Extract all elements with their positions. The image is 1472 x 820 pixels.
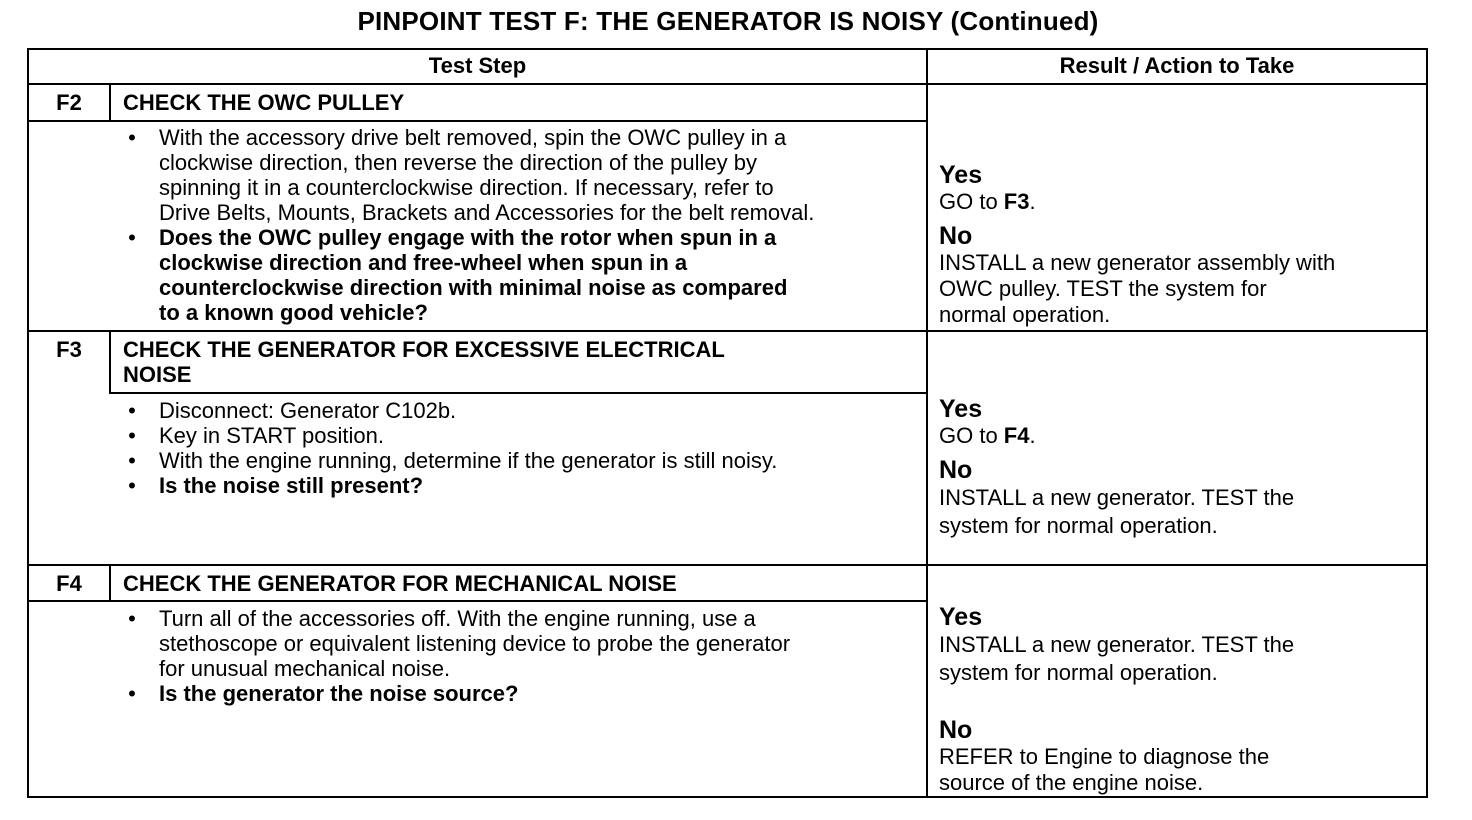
yes-action: GO to F4. <box>939 423 1036 448</box>
list-item: • Turn all of the accessories off. With the engine running, use a stethoscope or equivalent listening device to probe the generator for unusual mechanical noise. <box>128 606 791 681</box>
no-label: No <box>939 456 973 484</box>
list-item: • Disconnect: Generator C102b. <box>128 398 457 423</box>
step-title: CHECK THE GENERATOR FOR MECHANICAL NOISE <box>123 571 677 596</box>
yes-label: Yes <box>939 161 983 189</box>
step-id: F2 <box>56 90 82 115</box>
page-title: PINPOINT TEST F: THE GENERATOR IS NOISY (Continued) <box>357 6 1099 36</box>
yes-label: Yes <box>939 395 983 423</box>
row-divider <box>27 564 1428 566</box>
list-item: • Does the OWC pulley engage with the rotor when spun in a clockwise direction and free-wheel when spun in a counterclockwise direction with minimal noise as compared to a known good vehicle? <box>128 225 788 325</box>
yes-label: Yes <box>939 603 983 631</box>
list-item: • Is the generator the noise source? <box>128 681 519 706</box>
list-item: • With the accessory drive belt removed, spin the OWC pulley in a clockwise direction, then reverse the direction of the pulley by spinning it in a counterclockwise direction. If necessary, refer to Drive Belts, Mounts, Brackets and Accessories for the belt removal. <box>128 125 815 225</box>
list-item: • With the engine running, determine if the generator is still noisy. <box>128 448 778 473</box>
no-label: No <box>939 222 973 250</box>
no-action: INSTALL a new generator. TEST the system for normal operation. <box>939 485 1295 538</box>
list-item: • Key in START position. <box>128 423 384 448</box>
step-title: CHECK THE OWC PULLEY <box>123 90 405 115</box>
no-label: No <box>939 716 973 744</box>
yes-action: INSTALL a new generator. TEST the system for normal operation. <box>939 632 1295 685</box>
header-result: Result / Action to Take <box>1059 53 1295 78</box>
result-actions <box>939 396 1419 540</box>
step-instructions <box>122 398 922 498</box>
no-action: REFER to Engine to diagnose the source of the engine noise. <box>939 744 1270 795</box>
step-id: F4 <box>56 571 82 596</box>
step-id: F3 <box>56 337 82 362</box>
result-actions <box>939 162 1419 328</box>
step-title: CHECK THE GENERATOR FOR EXCESSIVE ELECTRICAL NOISE <box>123 337 725 387</box>
row-divider <box>27 330 1428 332</box>
header-divider <box>27 83 1428 85</box>
column-divider <box>926 48 928 798</box>
step-title-divider <box>27 120 927 122</box>
yes-action: GO to F3. <box>939 189 1036 214</box>
step-instructions <box>122 606 922 706</box>
result-actions <box>939 604 1419 796</box>
step-title-divider <box>27 600 927 602</box>
no-action: INSTALL a new generator assembly with OWC pulley. TEST the system for normal operation. <box>939 250 1336 327</box>
list-item: • Is the noise still present? <box>128 473 424 498</box>
step-title-divider <box>109 392 927 394</box>
step-instructions <box>122 125 922 325</box>
header-test-step: Test Step <box>428 53 527 78</box>
